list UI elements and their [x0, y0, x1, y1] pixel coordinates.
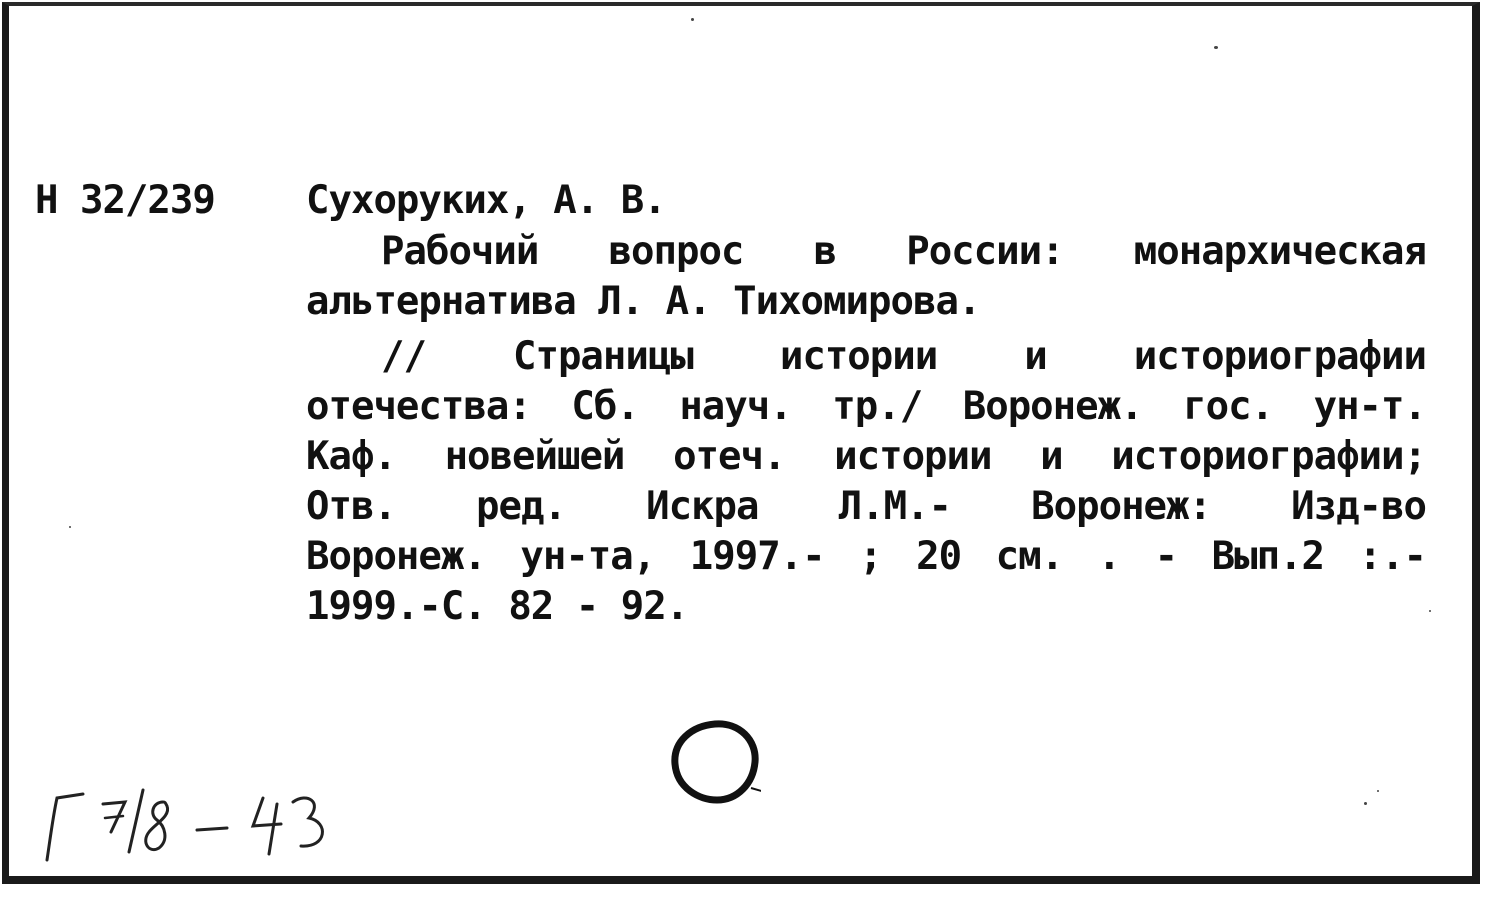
source-line-4: Отв. ред. Искра Л.М.- Воронеж: Изд-во: [306, 484, 1426, 529]
dust-speck: [1364, 802, 1367, 805]
dust-speck: [69, 526, 71, 528]
title-line-1: Рабочий вопрос в России: монархическая: [381, 229, 1426, 274]
source-line-1: // Страницы истории и историографии: [381, 334, 1426, 379]
source-line-3: Каф. новейшей отеч. истории и историографии;: [306, 434, 1426, 479]
dust-speck: [691, 18, 694, 21]
shelfmark: Н 32/239: [35, 178, 215, 223]
source-line-5: Воронеж. ун-та, 1997.- ; 20 см. . - Вып.2 :.-: [306, 534, 1426, 579]
handwritten-note: [37, 782, 337, 872]
author-heading: Сухоруких, А. В.: [306, 178, 666, 223]
punch-hole-icon: [669, 718, 761, 806]
title-line-2: альтернатива Л. А. Тихомирова.: [306, 279, 981, 324]
dust-speck: [1214, 46, 1218, 49]
dust-speck: [1429, 610, 1431, 612]
source-line-6: 1999.-С. 82 - 92.: [306, 584, 689, 629]
dust-speck: [1377, 790, 1379, 792]
catalog-card: [2, 2, 1480, 884]
source-line-2: отечества: Сб. науч. тр./ Воронеж. гос. ун-т.: [306, 384, 1426, 429]
